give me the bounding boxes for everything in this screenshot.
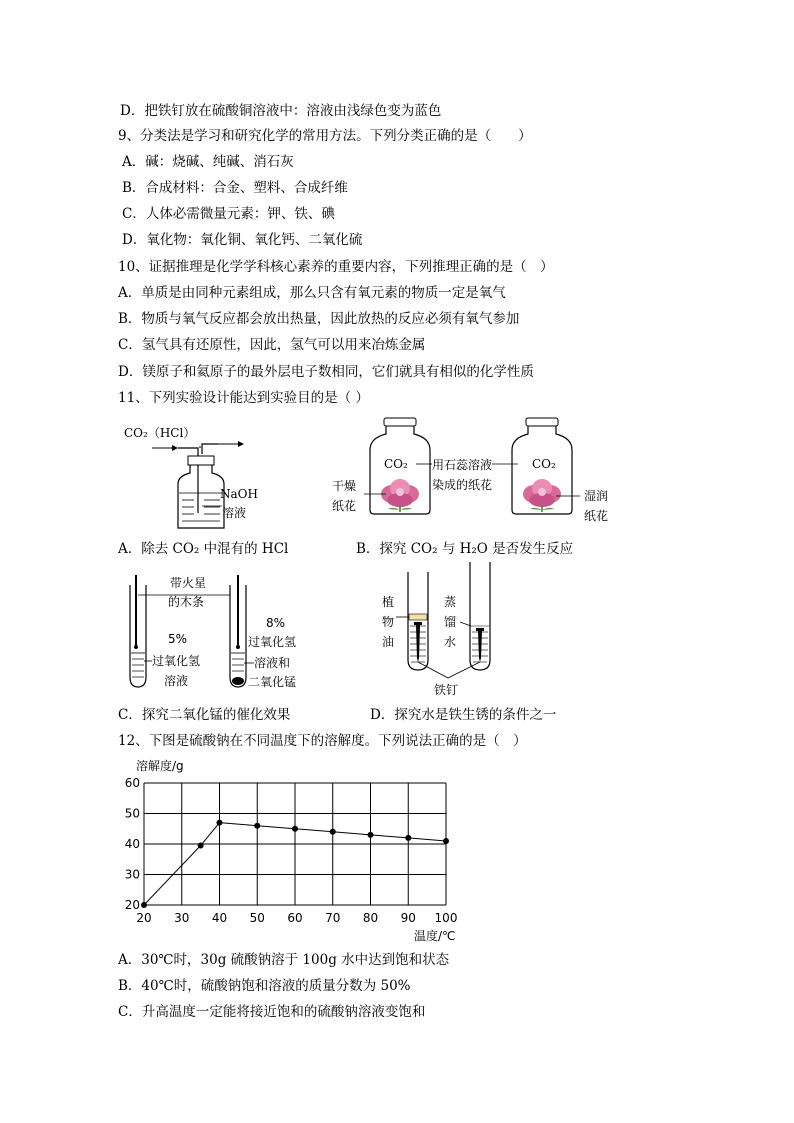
solubility-chart: [110, 756, 470, 946]
q9-option-c: C．人体必需微量元素：钾、铁、碘: [122, 206, 335, 222]
dry-paper-flower-icon: [381, 479, 419, 512]
y-tick-label: 20: [124, 898, 140, 912]
fig-c-splint-1: 带火星: [170, 576, 207, 590]
fig-b-co2-left: CO₂: [384, 457, 408, 471]
data-point: [368, 832, 374, 838]
fig-c-pct-left: 5%: [168, 632, 188, 646]
fig-c-h2o2-right-3: 二氧化锰: [248, 675, 297, 689]
iron-nail-icon: [476, 628, 484, 662]
x-tick-label: 20: [136, 911, 152, 925]
q11-option-c: C．探究二氧化锰的催化效果: [118, 707, 291, 723]
q11-option-d: D．探究水是铁生锈的条件之一: [370, 707, 557, 723]
data-point: [443, 838, 449, 844]
q10-stem: 10、证据推理是化学学科核心素养的重要内容，下列推理正确的是（ ）: [118, 259, 554, 275]
data-point: [217, 820, 223, 826]
fig-b-wet-2: 纸花: [584, 509, 609, 523]
fig-c-h2o2-right-2: 溶液和: [254, 656, 291, 670]
q9-stem: 9、分类法是学习和研究化学的常用方法。下列分类正确的是（ ）: [118, 128, 532, 144]
chart-ylabel: 溶解度/g: [136, 759, 184, 773]
wet-paper-flower-icon: [523, 479, 561, 512]
x-tick-label: 60: [287, 911, 303, 925]
x-tick-label: 100: [434, 911, 458, 925]
q12-option-a: A．30℃时，30g 硫酸钠溶于 100g 水中达到饱和状态: [118, 952, 450, 968]
fig-d-oil-3: 油: [382, 635, 395, 649]
fig-b-co2-right: CO₂: [532, 457, 556, 471]
fig-d-oil-2: 物: [382, 615, 395, 629]
q11-option-b: B．探究 CO₂ 与 H₂O 是否发生反应: [356, 541, 574, 557]
data-point: [292, 826, 298, 832]
y-tick-label: 60: [124, 776, 140, 790]
fig-d-oil-1: 植: [382, 595, 395, 609]
q10-option-d: D．镁原子和氦原子的最外层电子数相同，它们就具有相似的化学性质: [118, 364, 534, 380]
y-tick-label: 30: [124, 867, 140, 882]
q9-option-a: A．碱：烧碱、纯碱、消石灰: [122, 154, 294, 170]
data-point: [141, 902, 147, 908]
q10-option-c: C．氢气具有还原性，因此，氢气可以用来冶炼金属: [118, 337, 426, 353]
fig-d-water-2: 馏: [444, 615, 457, 629]
fig-c-h2o2-left-2: 溶液: [164, 674, 189, 688]
fig-d-water-3: 水: [444, 635, 457, 649]
fig-c-splint-2: 的木条: [168, 595, 205, 609]
q11-stem: 11、下列实验设计能达到实验目的是（ ）: [118, 390, 369, 406]
data-point: [330, 829, 336, 835]
x-tick-label: 80: [362, 911, 379, 925]
fig-b-litmus-1: 用石蕊溶液: [432, 458, 493, 472]
x-tick-label: 90: [400, 911, 416, 925]
chart-xlabel: 温度/℃: [414, 929, 456, 943]
q12-option-c: C．升高温度一定能将接近饱和的硫酸钠溶液变饱和: [118, 1004, 426, 1020]
q12-option-b: B．40℃时，硫酸钠饱和溶液的质量分数为 50%: [118, 978, 411, 994]
fig-b-dry-1: 干燥: [332, 479, 357, 493]
q10-option-a: A．单质是由同种元素组成，那么只含有氧元素的物质一定是氧气: [118, 285, 506, 301]
x-tick-label: 50: [249, 911, 265, 925]
fig-b-dry-2: 纸花: [332, 499, 357, 513]
fig-d-nail-label: 铁钉: [434, 683, 459, 697]
fig-a-solution-label: 溶液: [222, 506, 247, 520]
figure-c-test-tubes: [118, 573, 318, 693]
fig-c-h2o2-right-1: 过氧化氢: [248, 635, 297, 649]
data-point: [198, 843, 204, 849]
fig-d-water-1: 蒸: [444, 595, 457, 609]
fig-b-wet-1: 湿润: [584, 489, 609, 503]
fig-b-litmus-2: 染成的纸花: [432, 478, 493, 492]
q11-option-a: A．除去 CO₂ 中混有的 HCl: [118, 541, 289, 557]
figure-b-co2-jars: [328, 414, 628, 526]
fig-a-naoh-label: NaOH: [220, 487, 258, 501]
data-point: [405, 835, 411, 841]
y-tick-label: 40: [124, 837, 140, 851]
fig-a-gas-label: CO₂（HCl）: [124, 426, 196, 440]
figure-d-iron-nail-tubes: [378, 560, 518, 700]
q10-option-b: B．物质与氧气反应都会放出热量，因此放热的反应必须有氧气参加: [118, 311, 520, 327]
x-tick-label: 30: [174, 911, 190, 925]
x-tick-label: 70: [325, 911, 341, 925]
fig-c-h2o2-left-1: 过氧化氢: [152, 654, 201, 668]
data-point: [254, 823, 260, 829]
y-tick-label: 50: [124, 806, 140, 821]
x-tick-label: 40: [211, 911, 228, 925]
q8-option-d: D．把铁钉放在硫酸铜溶液中：溶液由浅绿色变为蓝色: [120, 103, 442, 119]
figure-a-gas-wash-bottle: [118, 418, 268, 533]
q12-stem: 12、下图是硫酸钠在不同温度下的溶解度。下列说法正确的是（ ）: [118, 733, 527, 749]
q9-option-d: D．氧化物：氧化铜、氧化钙、二氧化硫: [122, 232, 363, 248]
q9-option-b: B．合成材料：合金、塑料、合成纤维: [122, 180, 348, 196]
fig-c-pct-right: 8%: [266, 616, 286, 630]
